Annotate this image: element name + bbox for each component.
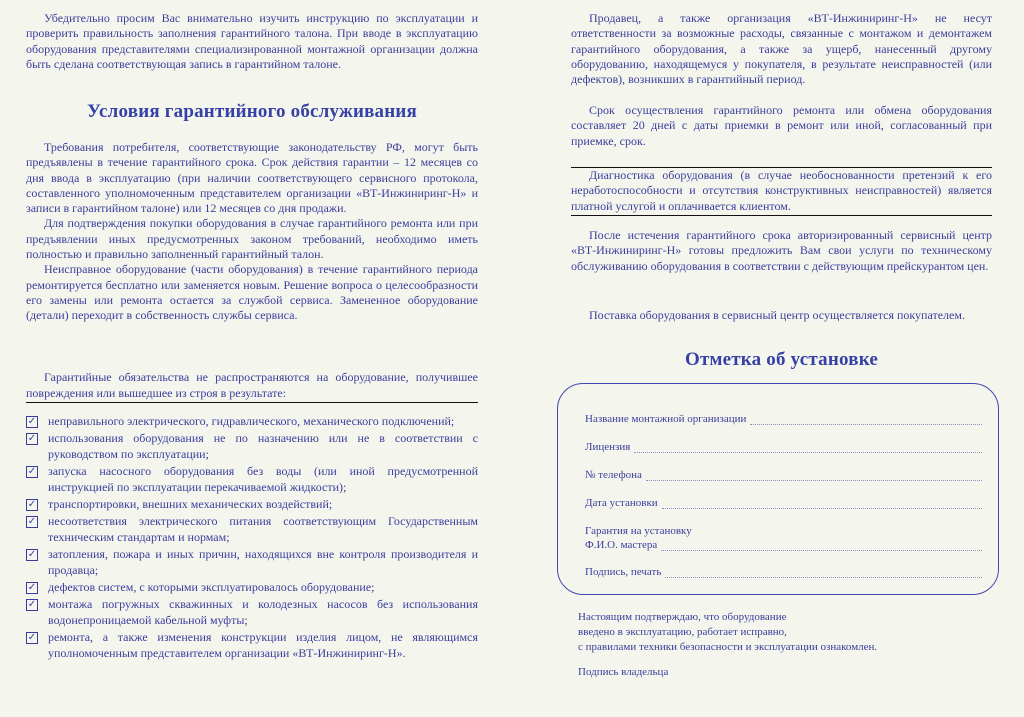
- exclusion-causes-list: [26, 414, 478, 663]
- checkbox-checked-icon: ✓: [27, 516, 37, 528]
- term-paragraph: Требования потребителя, соответствующие законодательству РФ, могут быть предъявлены в течение гарантийного срока. Срок действия гарантии – 12 месяцев со дня ввода в эксплуатацию (при наличии соответствующего сервисного протокола, составленного уполномоченным представителем организации «ВТ-Инжиниринг-Н» и записи в гарантийном талоне) или 12 месяцев со дня продажи.: [26, 140, 478, 216]
- term-paragraph: Для подтверждения покупки оборудования в случае гарантийного ремонта или при предъявлении иных предусмотренных законом требований, необходимо иметь полностью и правильно заполненный гарантийный талон.: [26, 216, 478, 262]
- list-item: ✓ затопления, пожара и иных причин, находящихся вне контроля производителя и продавца;: [27, 547, 478, 577]
- checkbox-checked-icon: ✓: [27, 433, 37, 445]
- term-paragraph: Неисправное оборудование (части оборудования) в течение гарантийного периода ремонтируется бесплатно или заменяется новым. Решение вопроса о целесообразности его замены или ремонта остается за службой сервиса. Замененное оборудование (детали) переходит в собственность службы сервиса.: [26, 262, 478, 323]
- list-item: ✓ использования оборудования не по назначению или не в соответствии с руководством по эксплуатации;: [27, 431, 478, 461]
- list-item: ✓ запуска насосного оборудования без воды (или иной предусмотренной инструкцией по эксплуатации перекачиваемой жидкости);: [27, 464, 478, 494]
- checkbox-checked-icon: ✓: [27, 632, 37, 644]
- owner-confirmation: Настоящим подтверждаю, что оборудование введено в эксплуатацию, работает исправно, с правилами техники безопасности и эксплуатации ознакомлен.: [578, 611, 878, 653]
- checkbox-checked-icon: ✓: [27, 599, 37, 611]
- field-license[interactable]: Лицензия: [585, 441, 982, 453]
- diagnostics-notice: Диагностика оборудования (в случае необоснованности претензий к его неработоспособности и отсутствия конструктивных неисправностей) является платной услугой и оплачивается клиентом.: [571, 167, 992, 216]
- field-org[interactable]: Название монтажной организации: [585, 413, 982, 425]
- checkbox-checked-icon: ✓: [27, 549, 37, 561]
- installation-form: [557, 383, 999, 595]
- checkbox-checked-icon: ✓: [27, 499, 37, 511]
- warranty-conditions-heading: Условия гарантийного обслуживания: [86, 101, 418, 122]
- liability-paragraph: Продавец, а также организация «ВТ-Инжиниринг-Н» не несут ответственности за возможные расходы, связанные с монтажом и демонтажем гарантийного оборудования, а также за ущерб, нанесенный другому оборудованию, находящемуся у покупателя, в результате неисправностей (или дефектов), возникших в гарантийный период.: [571, 11, 992, 87]
- intro-paragraph: Убедительно просим Вас внимательно изучить инструкцию по эксплуатации и проверить правильность заполнения гарантийного талона. При вводе в эксплуатацию оборудования представителями специализированной монтажной организации должна быть сделана соответствующая запись в гарантийном талоне.: [26, 11, 478, 71]
- field-phone[interactable]: № телефона: [585, 469, 982, 481]
- warranty-terms: [26, 140, 478, 324]
- checkbox-checked-icon: ✓: [27, 466, 37, 478]
- checkbox-checked-icon: ✓: [27, 416, 37, 427]
- owner-signature-label: Подпись владельца: [578, 666, 669, 678]
- field-install-date[interactable]: Дата установки: [585, 497, 982, 509]
- repair-term-paragraph: Срок осуществления гарантийного ремонта или обмена оборудования составляет 20 дней с даты приемки в ремонт или иной, согласованный при приемке, срок.: [571, 103, 992, 148]
- field-warranty: Гарантия на установку: [585, 525, 692, 537]
- exclusion-notice: Гарантийные обязательства не распространяются на оборудование, получившее повреждения или вышедшее из строя в результате:: [26, 370, 478, 403]
- delivery-paragraph: Поставка оборудования в сервисный центр осуществляется покупателем.: [589, 308, 965, 322]
- list-item: ✓ ремонта, а также изменения конструкции изделия лицом, не являющимся уполномоченным представителем организации «ВТ-Инжиниринг-Н».: [27, 630, 478, 660]
- list-item: ✓ транспортировки, внешних механических воздействий;: [27, 497, 333, 512]
- checkbox-checked-icon: ✓: [27, 582, 37, 594]
- list-item: ✓ монтажа погружных скважинных и колодезных насосов без использования водонепроницаемой кабельной муфты;: [27, 597, 478, 627]
- list-item: ✓ дефектов систем, с которыми эксплуатировалось оборудование;: [27, 580, 375, 595]
- list-item: ✓ неправильного электрического, гидравлического, механического подключений;: [27, 414, 455, 428]
- list-item: ✓ несоответствия электрического питания соответствующим Государственным техническим стандартам и нормам;: [27, 514, 478, 544]
- post-warranty-paragraph: После истечения гарантийного срока авторизированный сервисный центр «ВТ-Инжиниринг-Н» готовы предложить Вам свои услуги по техническому обслуживанию оборудования в соответствии с действующим прейскурантом цен.: [571, 228, 992, 273]
- field-signature-stamp[interactable]: Подпись, печать: [585, 566, 982, 578]
- installation-mark-heading: Отметка об установке: [684, 349, 879, 370]
- field-master-name[interactable]: Ф.И.О. мастера: [585, 539, 982, 551]
